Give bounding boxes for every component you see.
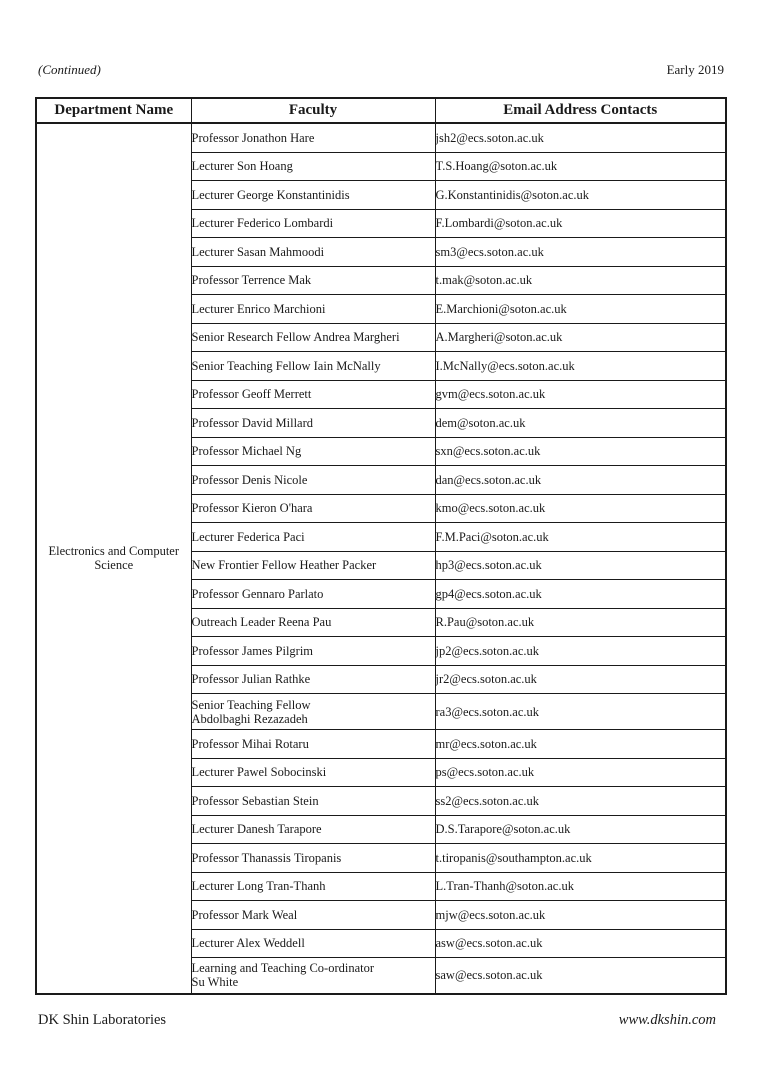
faculty-cell: Professor Thanassis Tiropanis	[191, 844, 435, 873]
faculty-cell: Professor Jonathon Hare	[191, 123, 435, 152]
faculty-cell: Lecturer Danesh Tarapore	[191, 815, 435, 844]
department-name-cell: Electronics and Computer Science	[36, 123, 191, 994]
email-cell: sxn@ecs.soton.ac.uk	[435, 437, 726, 466]
faculty-cell: Professor David Millard	[191, 409, 435, 438]
contacts-table	[35, 97, 727, 995]
faculty-cell: Professor Terrence Mak	[191, 266, 435, 295]
faculty-cell: Lecturer Federica Paci	[191, 523, 435, 552]
email-cell: F.M.Paci@soton.ac.uk	[435, 523, 726, 552]
faculty-cell: Senior Teaching Fellow Iain McNally	[191, 352, 435, 381]
faculty-cell: Professor Michael Ng	[191, 437, 435, 466]
faculty-cell: Lecturer Enrico Marchioni	[191, 295, 435, 324]
faculty-cell: Learning and Teaching Co-ordinator Su White	[191, 958, 435, 994]
email-cell: saw@ecs.soton.ac.uk	[435, 958, 726, 994]
faculty-cell: Professor Denis Nicole	[191, 466, 435, 495]
faculty-cell: Professor Gennaro Parlato	[191, 580, 435, 609]
faculty-cell: Lecturer George Konstantinidis	[191, 181, 435, 210]
faculty-cell: Lecturer Long Tran-Thanh	[191, 872, 435, 901]
email-cell: jr2@ecs.soton.ac.uk	[435, 665, 726, 694]
email-cell: kmo@ecs.soton.ac.uk	[435, 494, 726, 523]
continued-label: (Continued)	[38, 62, 101, 77]
email-cell: asw@ecs.soton.ac.uk	[435, 929, 726, 958]
footer-website: www.dkshin.com	[618, 1012, 716, 1028]
email-cell: hp3@ecs.soton.ac.uk	[435, 551, 726, 580]
faculty-cell: Professor Kieron O'hara	[191, 494, 435, 523]
column-header-faculty: Faculty	[191, 98, 435, 123]
faculty-cell: Lecturer Alex Weddell	[191, 929, 435, 958]
footer-lab-name: DK Shin Laboratories	[38, 1012, 167, 1028]
faculty-cell: Professor Geoff Merrett	[191, 380, 435, 409]
email-cell: A.Margheri@soton.ac.uk	[435, 323, 726, 352]
email-cell: ps@ecs.soton.ac.uk	[435, 758, 726, 787]
email-cell: G.Konstantinidis@soton.ac.uk	[435, 181, 726, 210]
faculty-cell: Lecturer Federico Lombardi	[191, 209, 435, 238]
date-label: Early 2019	[666, 62, 724, 77]
email-cell: jsh2@ecs.soton.ac.uk	[435, 123, 726, 152]
faculty-cell: Lecturer Pawel Sobocinski	[191, 758, 435, 787]
faculty-cell: New Frontier Fellow Heather Packer	[191, 551, 435, 580]
email-cell: ss2@ecs.soton.ac.uk	[435, 787, 726, 816]
column-header-email: Email Address Contacts	[435, 98, 726, 123]
table-header-row	[36, 98, 726, 123]
faculty-cell: Professor James Pilgrim	[191, 637, 435, 666]
email-cell: t.mak@soton.ac.uk	[435, 266, 726, 295]
faculty-cell: Professor Mark Weal	[191, 901, 435, 930]
email-cell: R.Pau@soton.ac.uk	[435, 608, 726, 637]
faculty-cell: Lecturer Son Hoang	[191, 152, 435, 181]
email-cell: dem@soton.ac.uk	[435, 409, 726, 438]
faculty-cell: Senior Teaching Fellow Abdolbaghi Rezazadeh	[191, 694, 435, 730]
email-cell: F.Lombardi@soton.ac.uk	[435, 209, 726, 238]
email-cell: mr@ecs.soton.ac.uk	[435, 730, 726, 759]
faculty-cell: Professor Sebastian Stein	[191, 787, 435, 816]
email-cell: sm3@ecs.soton.ac.uk	[435, 238, 726, 267]
email-cell: ra3@ecs.soton.ac.uk	[435, 694, 726, 730]
email-cell: I.McNally@ecs.soton.ac.uk	[435, 352, 726, 381]
faculty-cell: Professor Mihai Rotaru	[191, 730, 435, 759]
table-row	[36, 123, 726, 152]
email-cell: L.Tran-Thanh@soton.ac.uk	[435, 872, 726, 901]
email-cell: dan@ecs.soton.ac.uk	[435, 466, 726, 495]
email-cell: E.Marchioni@soton.ac.uk	[435, 295, 726, 324]
email-cell: t.tiropanis@southampton.ac.uk	[435, 844, 726, 873]
faculty-cell: Senior Research Fellow Andrea Margheri	[191, 323, 435, 352]
email-cell: gvm@ecs.soton.ac.uk	[435, 380, 726, 409]
email-cell: D.S.Tarapore@soton.ac.uk	[435, 815, 726, 844]
email-cell: gp4@ecs.soton.ac.uk	[435, 580, 726, 609]
email-cell: mjw@ecs.soton.ac.uk	[435, 901, 726, 930]
faculty-cell: Professor Julian Rathke	[191, 665, 435, 694]
email-cell: T.S.Hoang@soton.ac.uk	[435, 152, 726, 181]
faculty-cell: Lecturer Sasan Mahmoodi	[191, 238, 435, 267]
column-header-department: Department Name	[36, 98, 191, 123]
faculty-cell: Outreach Leader Reena Pau	[191, 608, 435, 637]
email-cell: jp2@ecs.soton.ac.uk	[435, 637, 726, 666]
